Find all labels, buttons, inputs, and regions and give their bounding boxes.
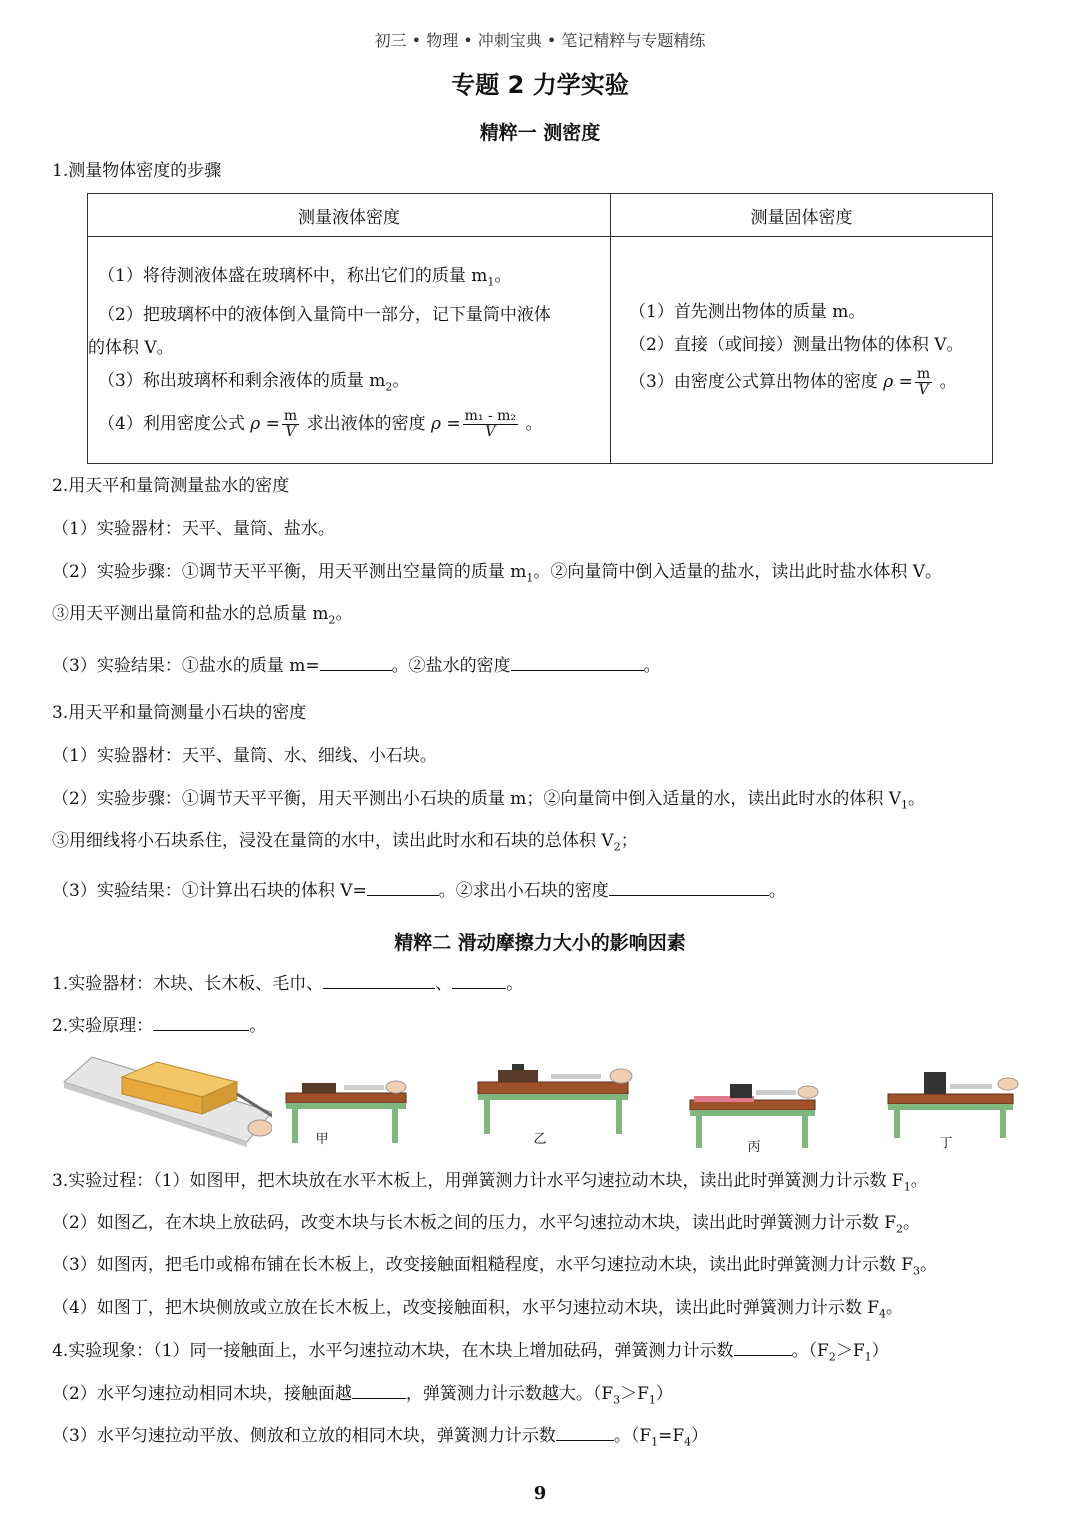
- answer-blank[interactable]: [367, 879, 439, 896]
- answer-blank[interactable]: [352, 1382, 406, 1399]
- figure-label-bing: 丙: [747, 1140, 761, 1155]
- item2-title: 2.用天平和量筒测量盐水的密度: [52, 476, 290, 496]
- answer-blank[interactable]: [153, 1014, 249, 1031]
- liquid-step1: （1）将待测液体盛在玻璃杯中，称出它们的质量 m: [98, 265, 488, 286]
- density-steps-table: [87, 193, 993, 464]
- item3-line1: （1）实验器材：天平、量筒、水、细线、小石块。: [52, 746, 437, 766]
- item2-line2: （2）实验步骤：①调节天平平衡，用天平测出空量筒的质量 $m_1$。②向量筒中倒入适量的盐水，读出此时盐水体积 V。: [52, 562, 943, 585]
- observation1: 4.实验现象：（1）同一接触面上，水平匀速拉动木块，在木块上增加砝码，弹簧测力计示数 。$(F_2>F_1)$: [52, 1341, 889, 1364]
- rho-symbol: ρ =: [250, 414, 280, 435]
- item1-title: 1.测量物体密度的步骤: [52, 161, 222, 181]
- liquid-density-fraction: $\frac{\text{m₁ - m₂}}{V}$: [464, 408, 517, 441]
- rho-symbol: ρ =: [883, 371, 913, 392]
- answer-blank[interactable]: [734, 1339, 792, 1356]
- solid-density-fraction: $\frac{m}{V}$: [916, 365, 931, 398]
- figure-label-ding: 丁: [939, 1136, 953, 1151]
- page-title: 专题 2 力学实验: [451, 71, 629, 99]
- sec2-line1: 1.实验器材：木块、长木板、毛巾、 、 。: [52, 974, 524, 994]
- figure-ding-table: [886, 1070, 1026, 1140]
- liquid-step2b: 的体积 V。: [88, 338, 174, 358]
- section2-heading: 精粹二 滑动摩擦力大小的影响因素: [394, 932, 686, 954]
- liquid-step3: （3）称出玻璃杯和剩余液体的质量 m: [98, 371, 386, 391]
- table-header-solid: 测量固体密度: [611, 194, 993, 237]
- process-step1: 3.实验过程：（1）如图甲，把木块放在水平木板上，用弹簧测力计水平匀速拉动木块，读出此时弹簧测力计示数 $F_1$。: [52, 1171, 928, 1194]
- answer-blank[interactable]: [320, 654, 392, 671]
- process-step2: （2）如图乙，在木块上放砝码，改变木块与长木板之间的压力，水平匀速拉动木块，读出此时弹簧测力计示数 $F_2$。: [52, 1213, 921, 1236]
- friction-setup-figure: [62, 1052, 272, 1147]
- liquid-step2a: （2）把玻璃杯中的液体倒入量筒中一部分，记下量筒中液体: [98, 305, 551, 325]
- figure-yi-table: [476, 1062, 641, 1137]
- observation2: （2）水平匀速拉动相同木块，接触面越 ，弹簧测力计示数越大。$(F_3>F_1)$: [52, 1384, 673, 1407]
- item2-line1: （1）实验器材：天平、量筒、盐水。: [52, 519, 335, 539]
- process-step3: （3）如图丙，把毛巾或棉布铺在长木板上，改变接触面粗糙程度，水平匀速拉动木块，读出此时弹簧测力计示数 $F_3$。: [52, 1255, 938, 1278]
- liquid-step4b: 求出液体的密度: [306, 414, 426, 435]
- item3-title: 3.用天平和量筒测量小石块的密度: [52, 703, 307, 723]
- page-header: 初三 • 物理 • 冲刺宝典 • 笔记精粹与专题精练: [374, 31, 706, 50]
- solid-steps-cell: （1）首先测出物体的质量 m。 （2）直接（或间接）测量出物体的体积 V。 （3）由密度公式算出物体的密度 ρ = $\frac{m}{V}$ 。: [611, 237, 993, 464]
- answer-blank[interactable]: [609, 879, 769, 896]
- density-formula-fraction: $\frac{m}{V}$: [283, 408, 298, 441]
- observation3: （3）水平匀速拉动平放、侧放和立放的相同木块，弹簧测力计示数 。$(F_1=F_4)$: [52, 1426, 709, 1449]
- item2-line4: （3）实验结果：①盐水的质量 m= 。②盐水的密度 。: [52, 656, 661, 676]
- figure-label-jia: 甲: [315, 1132, 329, 1147]
- page-number: 9: [533, 1483, 547, 1504]
- process-step4: （4）如图丁，把木块侧放或立放在长木板上，改变接触面积，水平匀速拉动木块，读出此时弹簧测力计示数 $F_4$。: [52, 1298, 904, 1321]
- item2-line3: ③用天平测出量筒和盐水的总质量 $m_2$。: [52, 604, 353, 627]
- solid-step1: （1）首先测出物体的质量 m。: [629, 301, 866, 322]
- liquid-steps-cell: （1）将待测液体盛在玻璃杯中，称出它们的质量 $m_1$。 （2）把玻璃杯中的液体倒入量筒中一部分，记下量筒中液体 的体积 V。 （3）称出玻璃杯和剩余液体的质量 $m_2$。 （4）利用密度公式 ρ = $\frac{m}{V}$ 求出液体的密度 ρ = $\frac{\text{m₁ - m₂}}{V}$ 。: [88, 237, 611, 464]
- section1-heading: 精粹一 测密度: [479, 122, 601, 144]
- answer-blank[interactable]: [452, 972, 506, 989]
- rho-symbol: ρ =: [430, 414, 461, 435]
- solid-step3: （3）由密度公式算出物体的密度: [629, 371, 878, 392]
- figure-label-yi: 乙: [533, 1132, 547, 1147]
- answer-blank[interactable]: [511, 654, 644, 671]
- solid-step2: （2）直接（或间接）测量出物体的体积 V。: [629, 334, 964, 355]
- sec2-line2: 2.实验原理： 。: [52, 1016, 267, 1036]
- item3-line2: （2）实验步骤：①调节天平平衡，用天平测出小石块的质量 m；②向量筒中倒入适量的水，读出此时水的体积 $V_1$。: [52, 789, 926, 812]
- liquid-step4a: （4）利用密度公式: [98, 414, 245, 435]
- answer-blank[interactable]: [323, 972, 435, 989]
- item3-line4: （3）实验结果：①计算出石块的体积 V= 。②求出小石块的密度 。: [52, 881, 786, 901]
- answer-blank[interactable]: [556, 1424, 614, 1441]
- item3-line3: ③用细线将小石块系住，浸没在量筒的水中，读出此时水和石块的总体积 $V_2$；: [52, 831, 638, 854]
- table-header-liquid: 测量液体密度: [88, 194, 611, 237]
